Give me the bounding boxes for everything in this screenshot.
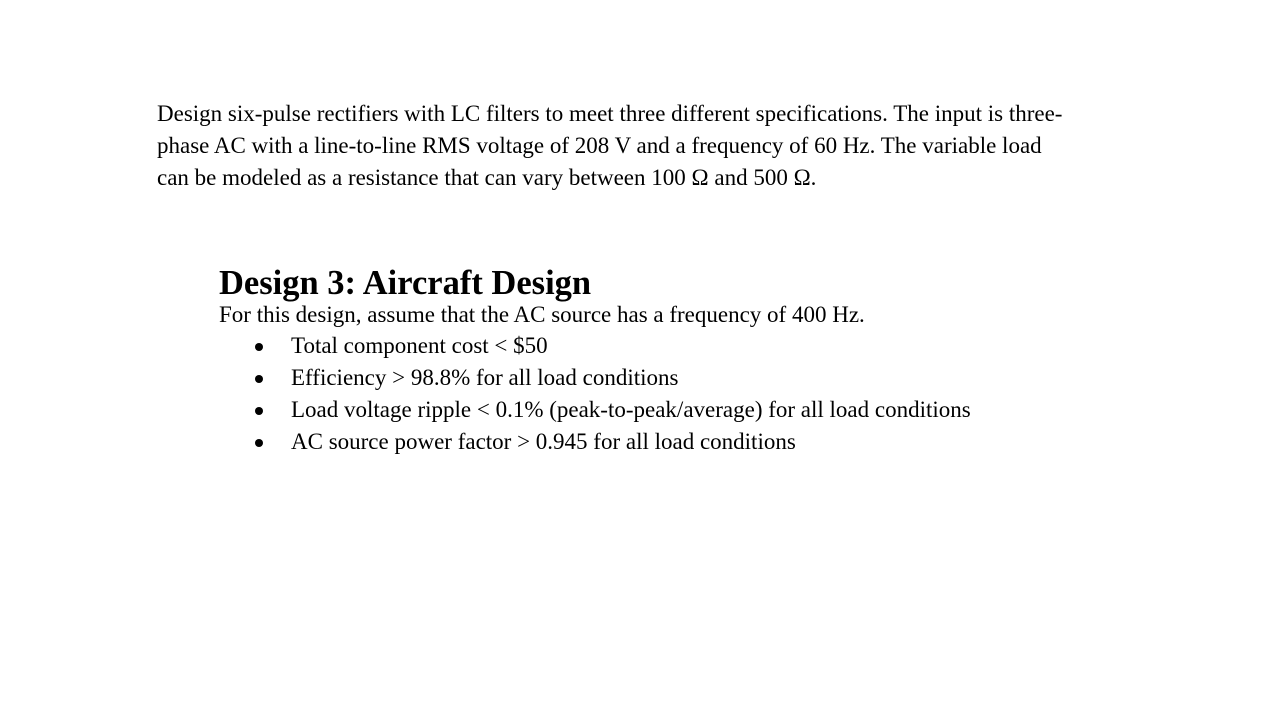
intro-line: phase AC with a line-to-line RMS voltage of 208 V and a frequency of 60 Hz. The variable load <box>157 133 1042 158</box>
design-description: For this design, assume that the AC source has a frequency of 400 Hz. <box>219 302 865 327</box>
requirement-item <box>219 362 1119 394</box>
requirement-item <box>219 330 1119 362</box>
requirement-item <box>219 426 1119 458</box>
requirement-text: AC source power factor > 0.945 for all load conditions <box>291 429 796 454</box>
requirement-text: Load voltage ripple < 0.1% (peak-to-peak/average) for all load conditions <box>291 397 971 422</box>
requirement-text: Total component cost < $50 <box>291 333 548 358</box>
requirements-list <box>219 330 1119 458</box>
bullet-icon <box>255 375 263 383</box>
design-section <box>219 264 1119 458</box>
intro-paragraph <box>157 98 1157 194</box>
bullet-icon <box>255 439 263 447</box>
requirement-item <box>219 394 1119 426</box>
bullet-icon <box>255 407 263 415</box>
intro-line: can be modeled as a resistance that can vary between 100 Ω and 500 Ω. <box>157 165 817 190</box>
bullet-icon <box>255 343 263 351</box>
requirement-text: Efficiency > 98.8% for all load conditions <box>291 365 679 390</box>
intro-line: Design six-pulse rectifiers with LC filters to meet three different specifications. The input is three- <box>157 101 1063 126</box>
design-title: Design 3: Aircraft Design <box>219 264 592 302</box>
